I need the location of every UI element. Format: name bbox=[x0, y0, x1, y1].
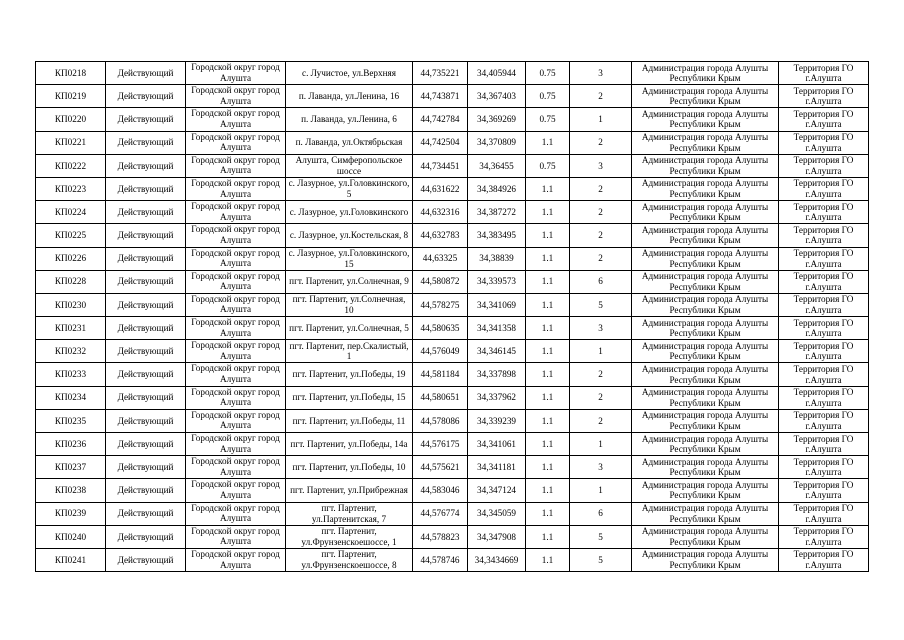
owner-cell: Администрация города Алушты Республики Крым bbox=[632, 201, 779, 224]
site-code-cell: КП0236 bbox=[36, 433, 106, 456]
volume-cell: 0.75 bbox=[526, 62, 570, 85]
volume-cell: 1.1 bbox=[526, 502, 570, 525]
latitude-cell: 44,631622 bbox=[413, 177, 468, 200]
volume-cell: 1.1 bbox=[526, 201, 570, 224]
municipality-cell: Городской округ город Алушта bbox=[186, 131, 286, 154]
registry-body bbox=[36, 62, 869, 572]
municipality-cell: Городской округ город Алушта bbox=[186, 293, 286, 316]
latitude-cell: 44,578275 bbox=[413, 293, 468, 316]
volume-cell: 1.1 bbox=[526, 131, 570, 154]
status-cell: Действующий bbox=[106, 386, 186, 409]
territory-cell: Территория ГО г.Алушта bbox=[779, 456, 869, 479]
status-cell: Действующий bbox=[106, 456, 186, 479]
latitude-cell: 44,576175 bbox=[413, 433, 468, 456]
address-cell: пгт. Партенит, ул.Фрунзенскоешоссе, 1 bbox=[286, 525, 413, 548]
latitude-cell: 44,578746 bbox=[413, 548, 468, 571]
volume-cell: 1.1 bbox=[526, 270, 570, 293]
latitude-cell: 44,742504 bbox=[413, 131, 468, 154]
longitude-cell: 34,341358 bbox=[468, 317, 526, 340]
longitude-cell: 34,347908 bbox=[468, 525, 526, 548]
table-row bbox=[36, 433, 869, 456]
status-cell: Действующий bbox=[106, 270, 186, 293]
table-row bbox=[36, 340, 869, 363]
table-row bbox=[36, 386, 869, 409]
container-count-cell: 2 bbox=[570, 409, 632, 432]
owner-cell: Администрация города Алушты Республики Крым bbox=[632, 479, 779, 502]
container-count-cell: 3 bbox=[570, 317, 632, 340]
owner-cell: Администрация города Алушты Республики Крым bbox=[632, 433, 779, 456]
address-cell: п. Лаванда, ул.Октябрьская bbox=[286, 131, 413, 154]
status-cell: Действующий bbox=[106, 525, 186, 548]
table-row bbox=[36, 317, 869, 340]
table-row bbox=[36, 456, 869, 479]
volume-cell: 1.1 bbox=[526, 456, 570, 479]
latitude-cell: 44,580651 bbox=[413, 386, 468, 409]
owner-cell: Администрация города Алушты Республики Крым bbox=[632, 363, 779, 386]
table-row bbox=[36, 525, 869, 548]
container-count-cell: 2 bbox=[570, 386, 632, 409]
site-code-cell: КП0238 bbox=[36, 479, 106, 502]
container-count-cell: 6 bbox=[570, 502, 632, 525]
owner-cell: Администрация города Алушты Республики Крым bbox=[632, 293, 779, 316]
status-cell: Действующий bbox=[106, 177, 186, 200]
latitude-cell: 44,743871 bbox=[413, 85, 468, 108]
container-count-cell: 3 bbox=[570, 154, 632, 177]
volume-cell: 1.1 bbox=[526, 224, 570, 247]
owner-cell: Администрация города Алушты Республики Крым bbox=[632, 85, 779, 108]
address-cell: пгт. Партенит, ул.Победы, 15 bbox=[286, 386, 413, 409]
table-row bbox=[36, 502, 869, 525]
longitude-cell: 34,405944 bbox=[468, 62, 526, 85]
latitude-cell: 44,632783 bbox=[413, 224, 468, 247]
owner-cell: Администрация города Алушты Республики Крым bbox=[632, 177, 779, 200]
longitude-cell: 34,367403 bbox=[468, 85, 526, 108]
site-code-cell: КП0241 bbox=[36, 548, 106, 571]
site-code-cell: КП0231 bbox=[36, 317, 106, 340]
municipality-cell: Городской округ город Алушта bbox=[186, 479, 286, 502]
site-code-cell: КП0228 bbox=[36, 270, 106, 293]
longitude-cell: 34,339239 bbox=[468, 409, 526, 432]
address-cell: п. Лаванда, ул.Ленина, 16 bbox=[286, 85, 413, 108]
table-row bbox=[36, 108, 869, 131]
container-count-cell: 1 bbox=[570, 479, 632, 502]
territory-cell: Территория ГО г.Алушта bbox=[779, 548, 869, 571]
latitude-cell: 44,742784 bbox=[413, 108, 468, 131]
container-count-cell: 1 bbox=[570, 340, 632, 363]
address-cell: пгт. Партенит, ул.Солнечная, 9 bbox=[286, 270, 413, 293]
municipality-cell: Городской округ город Алушта bbox=[186, 108, 286, 131]
municipality-cell: Городской округ город Алушта bbox=[186, 317, 286, 340]
table-row bbox=[36, 479, 869, 502]
owner-cell: Администрация города Алушты Республики Крым bbox=[632, 409, 779, 432]
volume-cell: 1.1 bbox=[526, 433, 570, 456]
municipality-cell: Городской округ город Алушта bbox=[186, 456, 286, 479]
longitude-cell: 34,341061 bbox=[468, 433, 526, 456]
site-code-cell: КП0234 bbox=[36, 386, 106, 409]
territory-cell: Территория ГО г.Алушта bbox=[779, 247, 869, 270]
site-code-cell: КП0240 bbox=[36, 525, 106, 548]
municipality-cell: Городской округ город Алушта bbox=[186, 525, 286, 548]
status-cell: Действующий bbox=[106, 224, 186, 247]
municipality-cell: Городской округ город Алушта bbox=[186, 224, 286, 247]
latitude-cell: 44,576774 bbox=[413, 502, 468, 525]
territory-cell: Территория ГО г.Алушта bbox=[779, 108, 869, 131]
address-cell: пгт. Партенит, ул.Фрунзенскоешоссе, 8 bbox=[286, 548, 413, 571]
territory-cell: Территория ГО г.Алушта bbox=[779, 433, 869, 456]
latitude-cell: 44,581184 bbox=[413, 363, 468, 386]
site-code-cell: КП0226 bbox=[36, 247, 106, 270]
container-count-cell: 2 bbox=[570, 85, 632, 108]
municipality-cell: Городской округ город Алушта bbox=[186, 247, 286, 270]
longitude-cell: 34,3434669 bbox=[468, 548, 526, 571]
site-code-cell: КП0219 bbox=[36, 85, 106, 108]
address-cell: пгт. Партенит, ул.Победы, 10 bbox=[286, 456, 413, 479]
longitude-cell: 34,337898 bbox=[468, 363, 526, 386]
container-count-cell: 3 bbox=[570, 456, 632, 479]
municipality-cell: Городской округ город Алушта bbox=[186, 409, 286, 432]
container-count-cell: 5 bbox=[570, 525, 632, 548]
address-cell: пгт. Партенит, ул.Солнечная, 5 bbox=[286, 317, 413, 340]
site-code-cell: КП0235 bbox=[36, 409, 106, 432]
latitude-cell: 44,63325 bbox=[413, 247, 468, 270]
territory-cell: Территория ГО г.Алушта bbox=[779, 340, 869, 363]
status-cell: Действующий bbox=[106, 154, 186, 177]
longitude-cell: 34,341069 bbox=[468, 293, 526, 316]
volume-cell: 1.1 bbox=[526, 479, 570, 502]
table-row bbox=[36, 548, 869, 571]
owner-cell: Администрация города Алушты Республики Крым bbox=[632, 340, 779, 363]
table-row bbox=[36, 247, 869, 270]
volume-cell: 0.75 bbox=[526, 108, 570, 131]
container-count-cell: 2 bbox=[570, 247, 632, 270]
site-code-cell: КП0222 bbox=[36, 154, 106, 177]
longitude-cell: 34,337962 bbox=[468, 386, 526, 409]
longitude-cell: 34,387272 bbox=[468, 201, 526, 224]
longitude-cell: 34,370809 bbox=[468, 131, 526, 154]
latitude-cell: 44,580635 bbox=[413, 317, 468, 340]
latitude-cell: 44,576049 bbox=[413, 340, 468, 363]
longitude-cell: 34,346145 bbox=[468, 340, 526, 363]
owner-cell: Администрация города Алушты Республики Крым bbox=[632, 548, 779, 571]
territory-cell: Территория ГО г.Алушта bbox=[779, 224, 869, 247]
table-row bbox=[36, 131, 869, 154]
status-cell: Действующий bbox=[106, 317, 186, 340]
territory-cell: Территория ГО г.Алушта bbox=[779, 154, 869, 177]
municipality-cell: Городской округ город Алушта bbox=[186, 363, 286, 386]
volume-cell: 1.1 bbox=[526, 525, 570, 548]
owner-cell: Администрация города Алушты Республики Крым bbox=[632, 247, 779, 270]
status-cell: Действующий bbox=[106, 131, 186, 154]
territory-cell: Территория ГО г.Алушта bbox=[779, 409, 869, 432]
site-code-cell: КП0225 bbox=[36, 224, 106, 247]
address-cell: с. Лазурное, ул.Костельская, 8 bbox=[286, 224, 413, 247]
table-row bbox=[36, 177, 869, 200]
volume-cell: 0.75 bbox=[526, 154, 570, 177]
latitude-cell: 44,575621 bbox=[413, 456, 468, 479]
container-count-cell: 2 bbox=[570, 201, 632, 224]
table-row bbox=[36, 224, 869, 247]
table-row bbox=[36, 85, 869, 108]
territory-cell: Территория ГО г.Алушта bbox=[779, 62, 869, 85]
municipality-cell: Городской округ город Алушта bbox=[186, 433, 286, 456]
address-cell: с. Лучистое, ул.Верхняя bbox=[286, 62, 413, 85]
territory-cell: Территория ГО г.Алушта bbox=[779, 525, 869, 548]
address-cell: пгт. Партенит, ул.Прибрежная bbox=[286, 479, 413, 502]
territory-cell: Территория ГО г.Алушта bbox=[779, 293, 869, 316]
territory-cell: Территория ГО г.Алушта bbox=[779, 479, 869, 502]
volume-cell: 1.1 bbox=[526, 317, 570, 340]
status-cell: Действующий bbox=[106, 502, 186, 525]
latitude-cell: 44,580872 bbox=[413, 270, 468, 293]
container-count-cell: 1 bbox=[570, 108, 632, 131]
container-count-cell: 2 bbox=[570, 131, 632, 154]
site-code-cell: КП0233 bbox=[36, 363, 106, 386]
owner-cell: Администрация города Алушты Республики Крым bbox=[632, 224, 779, 247]
container-count-cell: 1 bbox=[570, 433, 632, 456]
municipality-cell: Городской округ город Алушта bbox=[186, 386, 286, 409]
municipality-cell: Городской округ город Алушта bbox=[186, 548, 286, 571]
owner-cell: Администрация города Алушты Республики Крым bbox=[632, 270, 779, 293]
owner-cell: Администрация города Алушты Республики Крым bbox=[632, 154, 779, 177]
municipality-cell: Городской округ город Алушта bbox=[186, 177, 286, 200]
container-count-cell: 5 bbox=[570, 548, 632, 571]
status-cell: Действующий bbox=[106, 247, 186, 270]
longitude-cell: 34,384926 bbox=[468, 177, 526, 200]
container-count-cell: 3 bbox=[570, 62, 632, 85]
status-cell: Действующий bbox=[106, 548, 186, 571]
status-cell: Действующий bbox=[106, 433, 186, 456]
volume-cell: 1.1 bbox=[526, 386, 570, 409]
owner-cell: Администрация города Алушты Республики Крым bbox=[632, 502, 779, 525]
owner-cell: Администрация города Алушты Республики Крым bbox=[632, 317, 779, 340]
territory-cell: Территория ГО г.Алушта bbox=[779, 177, 869, 200]
site-code-cell: КП0218 bbox=[36, 62, 106, 85]
table-row bbox=[36, 409, 869, 432]
volume-cell: 1.1 bbox=[526, 247, 570, 270]
site-code-cell: КП0239 bbox=[36, 502, 106, 525]
latitude-cell: 44,735221 bbox=[413, 62, 468, 85]
status-cell: Действующий bbox=[106, 363, 186, 386]
territory-cell: Территория ГО г.Алушта bbox=[779, 85, 869, 108]
address-cell: с. Лазурное, ул.Головкинского, 5 bbox=[286, 177, 413, 200]
longitude-cell: 34,38839 bbox=[468, 247, 526, 270]
volume-cell: 1.1 bbox=[526, 363, 570, 386]
volume-cell: 1.1 bbox=[526, 548, 570, 571]
territory-cell: Территория ГО г.Алушта bbox=[779, 386, 869, 409]
municipality-cell: Городской округ город Алушта bbox=[186, 502, 286, 525]
latitude-cell: 44,632316 bbox=[413, 201, 468, 224]
site-code-cell: КП0220 bbox=[36, 108, 106, 131]
territory-cell: Территория ГО г.Алушта bbox=[779, 363, 869, 386]
status-cell: Действующий bbox=[106, 409, 186, 432]
container-count-cell: 5 bbox=[570, 293, 632, 316]
address-cell: пгт. Партенит, ул.Победы, 11 bbox=[286, 409, 413, 432]
volume-cell: 1.1 bbox=[526, 340, 570, 363]
owner-cell: Администрация города Алушты Республики Крым bbox=[632, 525, 779, 548]
table-row bbox=[36, 363, 869, 386]
site-code-cell: КП0232 bbox=[36, 340, 106, 363]
table-row bbox=[36, 154, 869, 177]
longitude-cell: 34,345059 bbox=[468, 502, 526, 525]
address-cell: Алушта, Симферопольское шоссе bbox=[286, 154, 413, 177]
municipality-cell: Городской округ город Алушта bbox=[186, 201, 286, 224]
site-code-cell: КП0223 bbox=[36, 177, 106, 200]
owner-cell: Администрация города Алушты Республики Крым bbox=[632, 62, 779, 85]
status-cell: Действующий bbox=[106, 108, 186, 131]
registry-table bbox=[35, 61, 869, 572]
territory-cell: Территория ГО г.Алушта bbox=[779, 317, 869, 340]
status-cell: Действующий bbox=[106, 201, 186, 224]
status-cell: Действующий bbox=[106, 85, 186, 108]
latitude-cell: 44,734451 bbox=[413, 154, 468, 177]
longitude-cell: 34,339573 bbox=[468, 270, 526, 293]
address-cell: пгт. Партенит, ул.Победы, 19 bbox=[286, 363, 413, 386]
owner-cell: Администрация города Алушты Республики Крым bbox=[632, 386, 779, 409]
container-count-cell: 6 bbox=[570, 270, 632, 293]
volume-cell: 1.1 bbox=[526, 177, 570, 200]
longitude-cell: 34,347124 bbox=[468, 479, 526, 502]
address-cell: с. Лазурное, ул.Головкинского, 15 bbox=[286, 247, 413, 270]
status-cell: Действующий bbox=[106, 62, 186, 85]
address-cell: п. Лаванда, ул.Ленина, 6 bbox=[286, 108, 413, 131]
container-count-cell: 2 bbox=[570, 363, 632, 386]
table-row bbox=[36, 293, 869, 316]
site-code-cell: КП0230 bbox=[36, 293, 106, 316]
territory-cell: Территория ГО г.Алушта bbox=[779, 131, 869, 154]
site-code-cell: КП0221 bbox=[36, 131, 106, 154]
territory-cell: Территория ГО г.Алушта bbox=[779, 502, 869, 525]
municipality-cell: Городской округ город Алушта bbox=[186, 62, 286, 85]
volume-cell: 0.75 bbox=[526, 85, 570, 108]
table-row bbox=[36, 62, 869, 85]
municipality-cell: Городской округ город Алушта bbox=[186, 340, 286, 363]
municipality-cell: Городской округ город Алушта bbox=[186, 85, 286, 108]
territory-cell: Территория ГО г.Алушта bbox=[779, 270, 869, 293]
latitude-cell: 44,578823 bbox=[413, 525, 468, 548]
municipality-cell: Городской округ город Алушта bbox=[186, 154, 286, 177]
volume-cell: 1.1 bbox=[526, 409, 570, 432]
container-count-cell: 2 bbox=[570, 177, 632, 200]
longitude-cell: 34,341181 bbox=[468, 456, 526, 479]
container-count-cell: 2 bbox=[570, 224, 632, 247]
longitude-cell: 34,36455 bbox=[468, 154, 526, 177]
owner-cell: Администрация города Алушты Республики Крым bbox=[632, 456, 779, 479]
owner-cell: Администрация города Алушты Республики Крым bbox=[632, 131, 779, 154]
site-code-cell: КП0237 bbox=[36, 456, 106, 479]
territory-cell: Территория ГО г.Алушта bbox=[779, 201, 869, 224]
address-cell: пгт. Партенит, ул.Партенитская, 7 bbox=[286, 502, 413, 525]
longitude-cell: 34,369269 bbox=[468, 108, 526, 131]
status-cell: Действующий bbox=[106, 293, 186, 316]
owner-cell: Администрация города Алушты Республики Крым bbox=[632, 108, 779, 131]
site-code-cell: КП0224 bbox=[36, 201, 106, 224]
latitude-cell: 44,583046 bbox=[413, 479, 468, 502]
longitude-cell: 34,383495 bbox=[468, 224, 526, 247]
volume-cell: 1.1 bbox=[526, 293, 570, 316]
address-cell: пгт. Партенит, ул.Солнечная, 10 bbox=[286, 293, 413, 316]
table-row bbox=[36, 270, 869, 293]
address-cell: пгт. Партенит, ул.Победы, 14а bbox=[286, 433, 413, 456]
address-cell: с. Лазурное, ул.Головкинского bbox=[286, 201, 413, 224]
latitude-cell: 44,578086 bbox=[413, 409, 468, 432]
status-cell: Действующий bbox=[106, 340, 186, 363]
status-cell: Действующий bbox=[106, 479, 186, 502]
municipality-cell: Городской округ город Алушта bbox=[186, 270, 286, 293]
address-cell: пгт. Партенит, пер.Скалистый, 1 bbox=[286, 340, 413, 363]
table-row bbox=[36, 201, 869, 224]
